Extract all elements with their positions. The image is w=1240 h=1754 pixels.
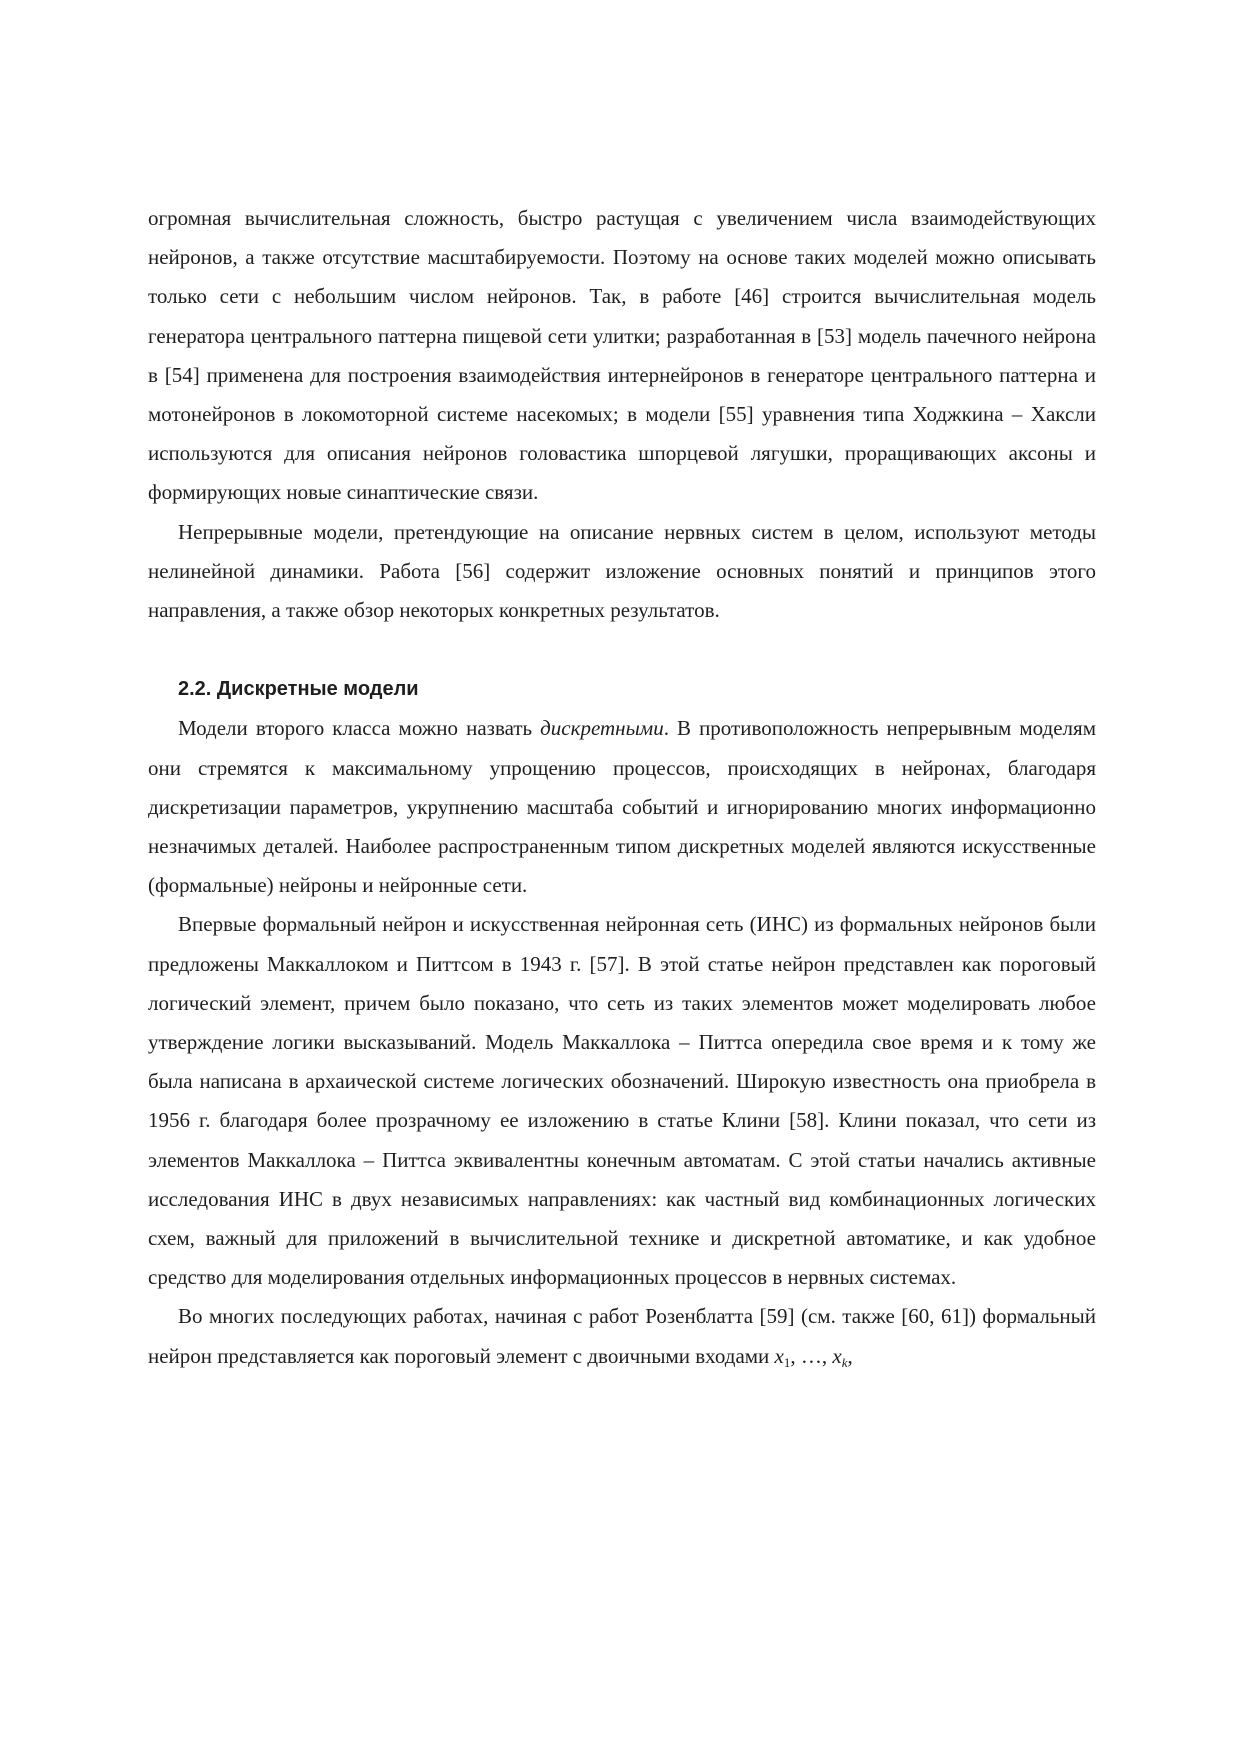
page-body — [148, 199, 1096, 1382]
paragraph-3-after: . В противоположность непрерывным моделям они стремятся к максимальному упрощению процессов, происходящих в нейронах, благодаря дискретизации параметров, укрупнению масштаба событий и игнорированию многих информационно незначимых деталей. Наиболее распространенным типом дискретных моделей являются искусственные (формальные) нейроны и нейронные сети. — [148, 716, 1096, 898]
paragraph-5-text: Во многих последующих работах, начиная с работ Розенблатта [59] (см. также [60, 61]) формальный нейрон представляется как пороговый элемент с двоичными входами — [148, 1304, 1096, 1368]
paragraph-3-emphasis: дискретными — [540, 716, 664, 741]
paragraph-3 — [148, 709, 1096, 905]
paragraph-2: Непрерывные модели, претендующие на описание нервных систем в целом, используют методы нелинейной динамики. Работа [56] содержит изложение основных понятий и принципов этого направления, а также обзор некоторых конкретных результатов. — [148, 519, 1096, 623]
variable-x: x — [774, 1343, 784, 1368]
variable-x-k: x — [832, 1343, 842, 1368]
paragraph-3-before: Модели второго класса можно назвать — [178, 716, 541, 741]
paragraph-5-tail: , — [847, 1343, 853, 1368]
paragraph-5 — [148, 1297, 1096, 1381]
ellipsis-separator: , …, — [790, 1343, 833, 1368]
paragraph-1: огромная вычислительная сложность, быстро растущая с увеличением числа взаимодействующих нейронов, а также отсутствие масштабируемости. Поэтому на основе таких моделей можно описывать только сети с небольшим числом нейронов. Так, в работе [46] строится вычислительная модель генератора центрального паттерна пищевой сети улитки; разработанная в [53] модель пачечного нейрона в [54] применена для построения взаимодействия интернейронов в генераторе центрального паттерна и мотонейронов в локомоторной системе насекомых; в модели [55] уравнения типа Ходжкина – Хаксли используются для описания нейронов головастика шпорцевой лягушки, проращивающих аксоны и формирующих новые синаптические связи. — [148, 206, 1096, 505]
section-heading: 2.2. Дискретные модели — [178, 678, 419, 701]
subscript-1: 1 — [783, 1354, 791, 1370]
subscript-k: k — [841, 1354, 848, 1370]
paragraph-4: Впервые формальный нейрон и искусственная нейронная сеть (ИНС) из формальных нейронов были предложены Маккаллоком и Питтсом в 1943 г. [57]. В этой статье нейрон представлен как пороговый логический элемент, причем было показано, что сеть из таких элементов может моделировать любое утверждение логики высказываний. Модель Маккаллока – Питтса опередила свое время и к тому же была написана в архаической системе логических обозначений. Широкую известность она приобрела в 1956 г. благодаря более прозрачному ее изложению в статье Клини [58]. Клини показал, что сети из элементов Маккаллока – Питтса эквивалентны конечным автоматам. С этой статьи начались активные исследования ИНС в двух независимых направлениях: как частный вид комбинационных логических схем, важный для приложений в вычислительной технике и дискретной автоматике, и как удобное средство для моделирования отдельных информационных процессов в нервных системах. — [148, 912, 1096, 1290]
